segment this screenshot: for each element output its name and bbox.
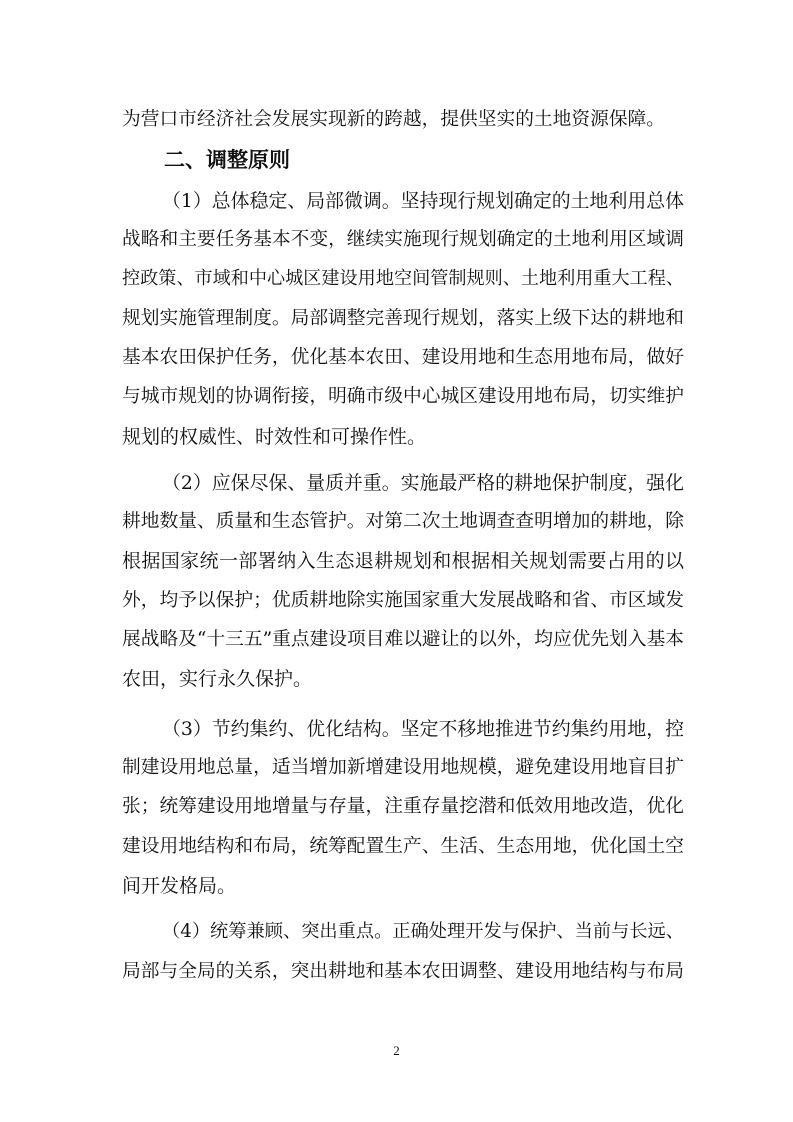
text-line-6: 基本农田保护任务，优化基本农田、建设用地和生态用地布局，做好 (122, 347, 685, 368)
page-number: 2 (393, 1043, 400, 1058)
text-line-2: （1）总体稳定、局部微调。坚持现行规划确定的土地利用总体 (162, 190, 685, 212)
text-line-21: 局部与全局的关系，突出耕地和基本农田调整、建设用地结构与布局 (122, 961, 685, 982)
text-line-8: 规划的权威性、时效性和可操作性。 (122, 426, 427, 448)
text-line-14: 农田，实行永久保护。 (122, 668, 313, 690)
text-line-13: 展战略及“十三五”重点建设项目难以避让的以外，均应优先划入基本 (122, 629, 685, 650)
text-line-11: 根据国家统一部署纳入生态退耕规划和根据相关规划需要占用的以 (122, 550, 685, 572)
text-line-17: 张；统筹建设用地增量与存量，注重存量挖潜和低效用地改造，优化 (122, 796, 685, 817)
text-line-16: 制建设用地总量，适当增加新增建设用地规模，避免建设用地盲目扩 (122, 757, 685, 778)
text-line-20: （4）统筹兼顾、突出重点。正确处理开发与保护、当前与长远、 (162, 921, 685, 942)
text-line-7: 与城市规划的协调衔接，明确市级中心城区建设用地布局，切实维护 (122, 386, 685, 407)
text-line-5: 规划实施管理制度。局部调整完善现行规划，落实上级下达的耕地和 (122, 308, 685, 329)
text-line-19: 间开发格局。 (122, 875, 237, 897)
section-heading: 二、调整原则 (164, 148, 290, 172)
text-line-4: 控政策、市域和中心城区建设用地空间管制规则、土地利用重大工程、 (122, 268, 685, 289)
text-line-18: 建设用地结构和布局，统筹配置生产、生活、生态用地，优化国土空 (122, 836, 685, 857)
text-line-10: 耕地数量、质量和生态管护。对第二次土地调查查明增加的耕地，除 (122, 511, 685, 532)
text-line-12: 外，均予以保护；优质耕地除实施国家重大发展战略和省、市区域发 (122, 590, 685, 611)
text-line-3: 战略和主要任务基本不变，继续实施现行规划确定的土地利用区域调 (122, 229, 685, 250)
text-line-9: （2）应保尽保、量质并重。实施最严格的耕地保护制度，强化 (162, 472, 685, 494)
text-line-1: 为营口市经济社会发展实现新的跨越，提供坚实的土地资源保障。 (122, 109, 666, 130)
text-line-15: （3）节约集约、优化结构。坚定不移地推进节约集约用地，控 (162, 718, 685, 740)
